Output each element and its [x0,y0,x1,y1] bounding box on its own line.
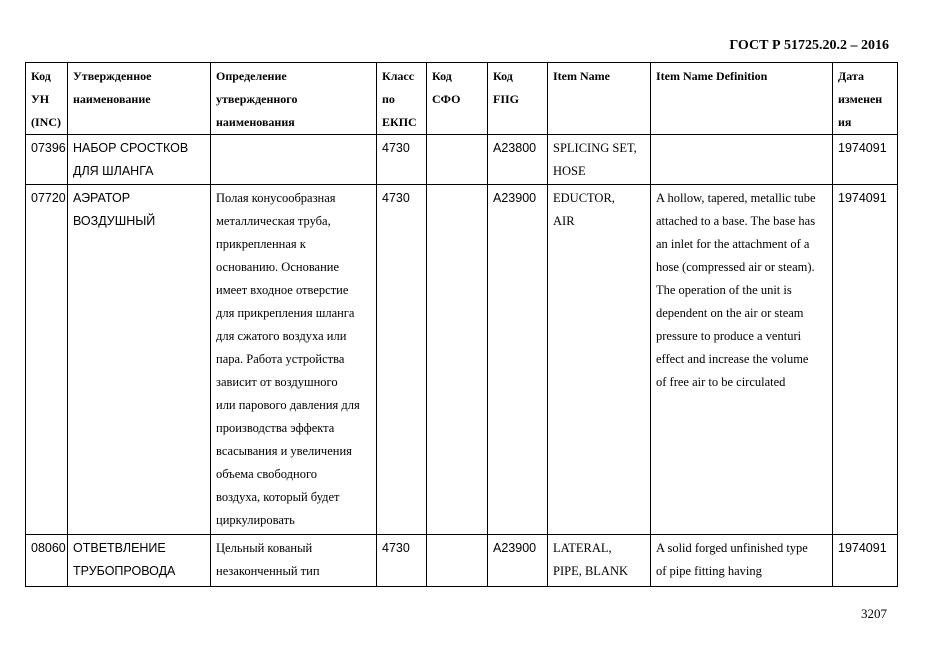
cell-line: Утвержденное [73,69,152,83]
item-name-cell [548,535,651,587]
cell-line: незаконченный тип [216,564,320,578]
cell-line: НАБОР СРОСТКОВ [73,141,189,155]
cell-line: объема свободного [216,467,318,481]
cell-line: dependent on the air or steam [656,306,804,320]
cell-line: для сжатого воздуха или [216,329,347,343]
cell-line: ЕКПС [382,115,417,129]
cell-line: Item Name [553,69,610,83]
cell-line: The operation of the unit is [656,283,792,297]
cell-line: LATERAL, [553,541,612,555]
cell-line: УН [31,92,50,106]
cell-line: Определение [216,69,287,83]
cell-line: Item Name Definition [656,69,768,83]
column-header-approved-name [68,63,211,135]
cell-line: по [382,92,395,106]
class-cell: 4730 [377,185,427,535]
cell-line: pressure to produce a venturi [656,329,802,343]
cell-line: ВОЗДУШНЫЙ [73,214,156,228]
cell-line: Полая конусообразная [216,191,336,205]
cell-line: AIR [553,214,575,228]
code-cell: 07396 [26,135,68,185]
fiig-cell: A23900 [488,535,548,587]
definition-cell [211,535,377,587]
cell-line: hose (compressed air or steam). [656,260,815,274]
sfo-cell [427,135,488,185]
column-header-item-name-definition [651,63,833,135]
cell-line: ия [838,115,852,129]
approved-name-cell [68,535,211,587]
change-date-cell: 1974091 [833,185,898,535]
class-cell: 4730 [377,535,427,587]
cell-line: циркулировать [216,513,295,527]
table-row [26,185,898,535]
cell-line: PIPE, BLANK [553,564,629,578]
sfo-cell [427,185,488,535]
catalog-table [25,62,898,587]
cell-line: АЭРАТОР [73,191,131,205]
table-body [26,135,898,587]
cell-line: имеет входное отверстие [216,283,349,297]
cell-line: прикрепленная к [216,237,306,251]
cell-line: effect and increase the volume [656,352,809,366]
cell-line: всасывания и увеличения [216,444,352,458]
fiig-cell: A23900 [488,185,548,535]
definition-cell [211,135,377,185]
definition-cell [211,185,377,535]
cell-line: of free air to be circulated [656,375,786,389]
page-number: 3207 [861,606,887,621]
cell-line: Код [493,69,513,83]
item-definition-cell [651,135,833,185]
cell-line: HOSE [553,164,586,178]
document-header: ГОСТ Р 51725.20.2 – 2016 [729,38,889,53]
cell-line: основанию. Основание [216,260,340,274]
cell-line: пара. Работа устройства [216,352,345,366]
cell-line: Код [432,69,452,83]
change-date-cell: 1974091 [833,135,898,185]
cell-line: утвержденного [216,92,298,106]
approved-name-cell [68,185,211,535]
cell-line: Цельный кованый [216,541,313,555]
cell-line: Дата [838,69,864,83]
item-definition-cell [651,185,833,535]
cell-line: EDUCTOR, [553,191,615,205]
column-header-definition [211,63,377,135]
table-header-row [26,63,898,135]
approved-name-cell [68,135,211,185]
fiig-cell: A23800 [488,135,548,185]
column-header-code [26,63,68,135]
code-cell: 07720 [26,185,68,535]
cell-line: ДЛЯ ШЛАНГА [73,164,154,178]
cell-line: Код [31,69,51,83]
cell-line: (INC) [31,115,61,129]
sfo-cell [427,535,488,587]
cell-line: или парового давления для [216,398,360,412]
code-cell: 08060 [26,535,68,587]
change-date-cell: 1974091 [833,535,898,587]
cell-line: of pipe fitting having [656,564,762,578]
cell-line: an inlet for the attachment of a [656,237,810,251]
cell-line: производства эффекта [216,421,335,435]
cell-line: ОТВЕТВЛЕНИЕ [73,541,166,555]
column-header-item-name [548,63,651,135]
table-row [26,135,898,185]
cell-line: attached to a base. The base has [656,214,816,228]
cell-line: Класс [382,69,415,83]
cell-line: наименование [73,92,151,106]
item-name-cell [548,185,651,535]
cell-line: зависит от воздушного [216,375,338,389]
item-name-cell [548,135,651,185]
class-cell: 4730 [377,135,427,185]
table-row [26,535,898,587]
column-header-fiig-code [488,63,548,135]
cell-line: SPLICING SET, [553,141,637,155]
column-header-change-date [833,63,898,135]
cell-line: воздуха, который будет [216,490,340,504]
cell-line: ТРУБОПРОВОДА [73,564,176,578]
cell-line: A hollow, tapered, metallic tube [656,191,816,205]
item-definition-cell [651,535,833,587]
cell-line: FIIG [493,92,520,106]
cell-line: A solid forged unfinished type [656,541,808,555]
cell-line: изменен [838,92,883,106]
cell-line: СФО [432,92,461,106]
column-header-class [377,63,427,135]
cell-line: для прикрепления шланга [216,306,355,320]
column-header-sfo-code [427,63,488,135]
cell-line: наименования [216,115,295,129]
cell-line: металлическая труба, [216,214,331,228]
